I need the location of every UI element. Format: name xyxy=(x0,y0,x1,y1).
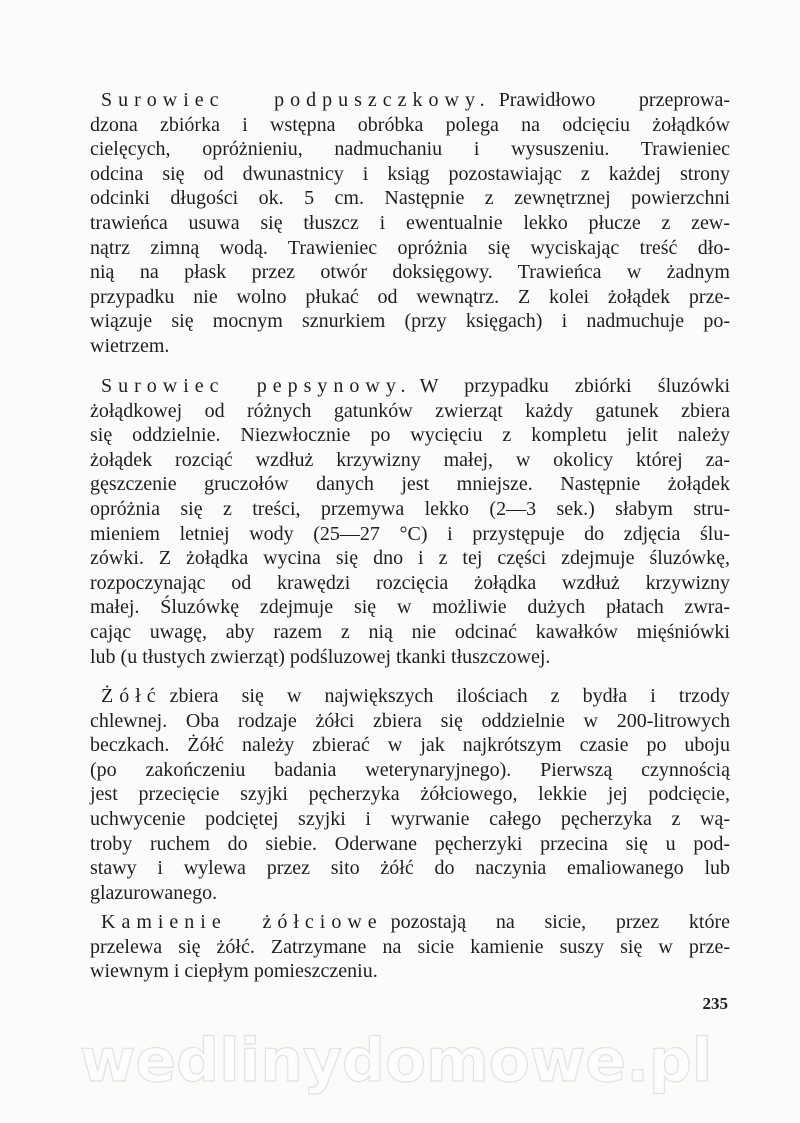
text-line: stawy i wylewa przez sito żółć do naczynia emaliowanego lub xyxy=(90,857,730,880)
footer-watermark: wedlinydomowe.pl xyxy=(80,1026,713,1096)
text-line xyxy=(90,374,730,399)
text-line: beczkach. Żółć należy zbierać w jak najkrótszym czasie po uboju xyxy=(90,734,730,757)
text-line: się oddzielnie. Niezwłocznie po wycięciu z kompletu jelit należy xyxy=(90,424,730,447)
line-text: pozostają na sicie, przez które xyxy=(390,911,730,933)
text-line: gęszczenie gruczołów danych jest mniejsze. Następnie żołądek xyxy=(90,473,730,496)
paragraph-surowiec-pepsynowy xyxy=(90,374,730,669)
text-line: odcinki długości ok. 5 cm. Następnie z zewnętrznej powierzchni xyxy=(90,187,730,210)
text-line: lub (u tłustych zwierząt) podśluzowej tkanki tłuszczowej. xyxy=(90,645,551,668)
text-line: żołądek rozciąć wzdłuż krzywizny małej, w okolicy której za- xyxy=(90,448,730,471)
paragraph-lead-term: Kamienie żółciowe xyxy=(101,911,383,933)
paragraph-surowiec-podpuszczkowy xyxy=(90,88,730,359)
text-line: odcina się od dwunastnicy i ksiąg pozostawiając z każdej strony xyxy=(90,162,730,185)
text-line xyxy=(90,684,730,709)
text-line: wietrzem. xyxy=(90,334,170,357)
text-line xyxy=(90,88,730,113)
text-line: (po zakończeniu badania weterynaryjnego). Pierwszą czynnością xyxy=(90,758,730,781)
text-line: opróżnia się z treści, przemywa lekko (2—3 sek.) słabym stru- xyxy=(90,497,730,520)
text-line: nią na płask przez otwór doksięgowy. Trawieńca w żadnym xyxy=(90,261,730,284)
text-line: glazurowanego. xyxy=(90,881,218,904)
text-line: trawieńca usuwa się tłuszcz i ewentualnie lekko płucze z zew- xyxy=(90,211,730,234)
text-line: dzona zbiórka i wstępna obróbka polega na odcięciu żołądków xyxy=(90,113,730,136)
text-line xyxy=(90,910,730,935)
text-line: żołądkowej od różnych gatunków zwierząt każdy gatunek zbiera xyxy=(90,399,730,422)
paragraph-zolc xyxy=(90,684,730,905)
line-text: zbiera się w największych ilościach z bydła i trzody xyxy=(169,685,730,707)
text-line: małej. Śluzówkę zdejmuje się w możliwie dużych płatach zwra- xyxy=(90,596,730,619)
text-line: cając uwagę, aby razem z nią nie odcinać kawałków mięśniówki xyxy=(90,620,730,643)
text-line: przelewa się żółć. Zatrzymane na sicie kamienie suszy się w prze- xyxy=(90,935,730,958)
text-line: wiewnym i ciepłym pomieszczeniu. xyxy=(90,960,378,983)
text-line: nątrz zimną wodą. Trawieniec opróżnia się wyciskając treść dło- xyxy=(90,236,730,259)
paragraph-kamienie-zolciowe xyxy=(90,910,730,984)
text-line: chlewnej. Oba rodzaje żółci zbiera się oddzielnie w 200-litrowych xyxy=(90,709,730,732)
paragraph-lead-term: Surowiec podpuszczkowy. xyxy=(101,89,491,111)
text-line: troby ruchem do siebie. Oderwane pęcherzyki przecina się u pod- xyxy=(90,832,730,855)
line-text: W przypadku zbiórki śluzówki xyxy=(419,375,731,397)
text-line: rozpoczynając od krawędzi rozcięcia żołądka wzdłuż krzywizny xyxy=(90,571,730,594)
paragraph-lead-term: Surowiec pepsynowy. xyxy=(101,375,412,397)
page-number: 235 xyxy=(702,994,728,1013)
text-line: przypadku nie wolno płukać od wewnątrz. Z kolei żołądek prze- xyxy=(90,285,730,308)
text-line: cielęcych, opróżnieniu, nadmuchaniu i wysuszeniu. Trawieniec xyxy=(90,138,730,161)
paragraph-lead-term: Żółć xyxy=(101,685,162,707)
line-text: Prawidłowo przeprowa- xyxy=(498,89,730,111)
text-line: zówki. Z żołądka wycina się dno i z tej części zdejmuje śluzówkę, xyxy=(90,547,730,570)
text-line: uchwycenie podciętej szyjki i wyrwanie całego pęcherzyka z wą- xyxy=(90,807,730,830)
text-line: wiązuje się mocnym sznurkiem (przy księgach) i nadmuchuje po- xyxy=(90,310,730,333)
text-line: jest przecięcie szyjki pęcherzyka żółciowego, lekkie jej podcięcie, xyxy=(90,783,730,806)
text-line: mieniem letniej wody (25—27 °C) i przystępuje do zdjęcia ślu- xyxy=(90,522,730,545)
